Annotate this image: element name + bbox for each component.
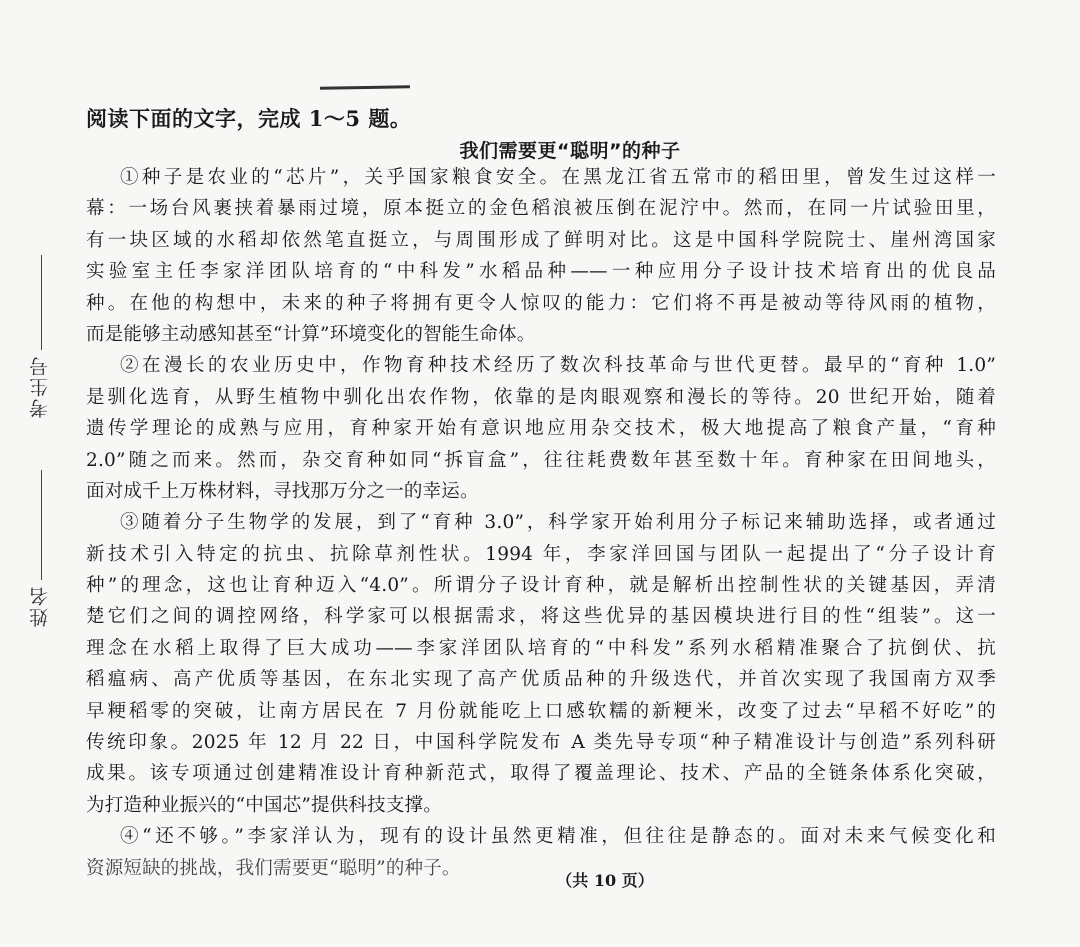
reading-instruction: 阅读下面的文字，完成 1～5 题。 [86,106,412,131]
text-line: ①种子是农业的“芯片”，关乎国家粮食安全。在黑龙江省五常市的稻田里，曾发生过这样一 [120,167,996,188]
text-line: 成果。该专项通过创建精准设计育种新范式，取得了覆盖理论、技术、产品的全链条体系化突破， [86,763,996,785]
text-line: ②在漫长的农业历史中，作物育种技术经历了数次科技革命与世代更替。最早的“育种 1.0” [120,355,996,377]
text-line: 传统印象。2025 年 12 月 22 日，中国科学院发布 A 类先导专项“种子精准设计与创造”系列科研 [86,732,996,754]
text-line: 实验室主任李家洋团队培育的“中科发”水稻品种——一种应用分子设计技术培育出的优良品 [86,261,996,283]
text-line: 有一块区域的水稻却依然笔直挺立，与周围形成了鲜明对比。这是中国科学院院士、崖州湾国家 [86,229,996,251]
text-line: 而是能够主动感知甚至“计算”环境变化的智能生命体。 [86,323,536,345]
text-line: 稻瘟病、高产优质等基因，在东北实现了高产优质品种的升级迭代，并首次实现了我国南方双季 [86,669,996,691]
text-line: 种。在他的构想中，未来的种子将拥有更令人惊叹的能力：它们将不再是被动等待风雨的植物， [86,292,996,314]
exam-number-label: 考生号 [29,355,51,418]
text-line: 是驯化选育，从野生植物中驯化出农作物，依靠的是肉眼观察和漫长的等待。20 世纪开始，随着 [86,386,996,408]
article-body [86,162,996,884]
text-line: 2.0”随之而来。然而，杂交育种如同“拆盲盒”，往往耗费数年甚至数十年。育种家在田间地头， [86,449,996,471]
text-line: 楚它们之间的调控网络，科学家可以根据需求，将这些优异的基因模块进行目的性“组装”。这一 [86,606,996,628]
text-line: 种”的理念，这也让育种迈入“4.0”。所谓分子设计育种，就是解析出控制性状的关键基因，弄清 [86,575,996,597]
page-footer: （共 10 页） [556,871,654,890]
text-line: 遗传学理论的成熟与应用，育种家开始有意识地应用杂交技术，极大地提高了粮食产量，“育种 [86,418,996,440]
name-label: 姓名 [29,585,51,627]
text-line: 面对成千上万株材料，寻找那万分之一的幸运。 [86,480,479,502]
text-line: 资源短缺的挑战，我们需要更“聪明”的种子。 [86,857,461,879]
pen-mark [320,85,410,96]
exam-number-underline [41,255,42,350]
text-line: ③随着分子生物学的发展，到了“育种 3.0”，科学家开始利用分子标记来辅助选择，或者通过 [120,512,996,534]
text-line: ④“还不够。”李家洋认为，现有的设计虽然更精准，但往往是静态的。面对未来气候变化和 [120,826,996,848]
text-line: 新技术引入特定的抗虫、抗除草剂性状。1994 年，李家洋回国与团队一起提出了“分子设计育 [86,543,996,565]
text-line: 理念在水稻上取得了巨大成功——李家洋团队培育的“中科发”系列水稻精准聚合了抗倒伏、抗 [86,637,996,659]
text-line: 早粳稻零的突破，让南方居民在 7 月份就能吃上口感软糯的新粳米，改变了过去“早稻不好吃”的 [86,700,996,722]
text-line: 幕：一场台风裹挟着暴雨过境，原本挺立的金色稻浪被压倒在泥泞中。然而，在同一片试验田里， [86,198,996,220]
article-title: 我们需要更“聪明”的种子 [459,140,681,162]
text-line: 为打造种业振兴的“中国芯”提供科技支撑。 [86,794,442,816]
name-underline [41,470,42,580]
